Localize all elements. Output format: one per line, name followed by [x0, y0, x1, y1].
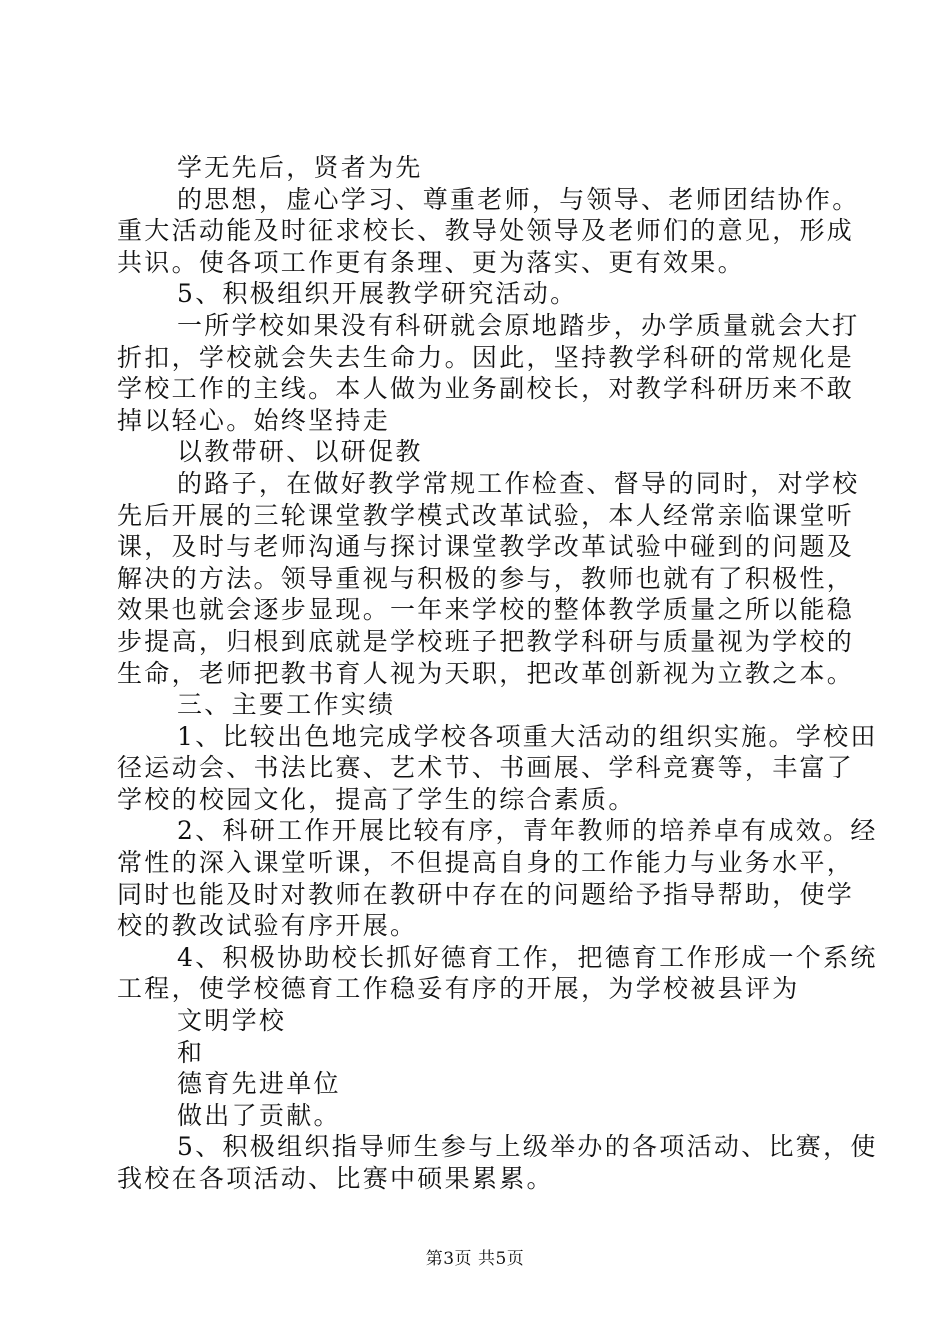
text-line: 我校在各项活动、比赛中硕果累累。 [117, 1164, 554, 1193]
text-line: 课，及时与老师沟通与探讨课堂教学改革试验中碰到的问题及 [117, 532, 855, 562]
text-line: 和 [177, 1037, 205, 1067]
text-line: 文明学校 [177, 1006, 287, 1036]
text-line: 的思想，虚心学习、尊重老师，与领导、老师团结协作。 [177, 184, 860, 214]
text-line: 生命，老师把教书育人视为天职，把改革创新视为立教之本。 [117, 658, 855, 688]
text-line: 5、积极组织指导师生参与上级举办的各项活动、比赛，使 [177, 1132, 878, 1162]
document-body [117, 152, 878, 1195]
text-line: 掉以轻心。始终坚持走 [117, 405, 391, 435]
text-line: 折扣，学校就会失去生命力。因此，坚持教学科研的常规化是 [117, 342, 855, 372]
text-line: 工程，使学校德育工作稳妥有序的开展，为学校被县评为 [117, 974, 800, 1004]
text-line: 4、积极协助校长抓好德育工作，把德育工作形成一个系统 [177, 942, 878, 972]
text-line: 一所学校如果没有科研就会原地踏步，办学质量就会大打 [177, 310, 860, 340]
text-line: 德育先进单位 [177, 1069, 341, 1099]
text-line: 的路子，在做好教学常规工作检查、督导的同时，对学校 [177, 468, 860, 498]
text-line: 效果也就会逐步显现。一年来学校的整体教学质量之所以能稳 [117, 595, 855, 625]
text-line: 常性的深入课堂听课，不但提高自身的工作能力与业务水平， [117, 848, 855, 878]
text-line: 1、比较出色地完成学校各项重大活动的组织实施。学校田 [177, 721, 878, 751]
text-line: 径运动会、书法比赛、艺术节、书画展、学科竞赛等，丰富了 [117, 753, 855, 783]
page-footer [0, 1244, 950, 1269]
text-line: 共识。使各项工作更有条理、更为落实、更有效果。 [117, 247, 745, 277]
page-number: 第3页 共5页 [425, 1249, 525, 1269]
text-line: 以教带研、以研促教 [177, 437, 423, 467]
text-line: 校的教改试验有序开展。 [117, 911, 418, 941]
text-line: 学无先后，贤者为先 [177, 153, 423, 182]
text-line: 学校的校园文化，提高了学生的综合素质。 [117, 784, 636, 814]
section-heading: 三、主要工作实绩 [177, 690, 396, 720]
text-line: 做出了贡献。 [177, 1100, 341, 1130]
text-line: 解决的方法。领导重视与积极的参与，教师也就有了积极性， [117, 563, 855, 593]
text-line: 5、积极组织开展教学研究活动。 [177, 279, 578, 309]
text-line: 先后开展的三轮课堂教学模式改革试验，本人经常亲临课堂听 [117, 500, 855, 530]
text-line: 重大活动能及时征求校长、教导处领导及老师们的意见，形成 [117, 216, 855, 246]
text-line: 学校工作的主线。本人做为业务副校长，对教学科研历来不敢 [117, 374, 855, 404]
text-line: 2、科研工作开展比较有序，青年教师的培养卓有成效。经 [177, 816, 878, 846]
text-line: 步提高，归根到底就是学校班子把教学科研与质量视为学校的 [117, 626, 855, 656]
text-line: 同时也能及时对教师在教研中存在的问题给予指导帮助，使学 [117, 879, 855, 909]
